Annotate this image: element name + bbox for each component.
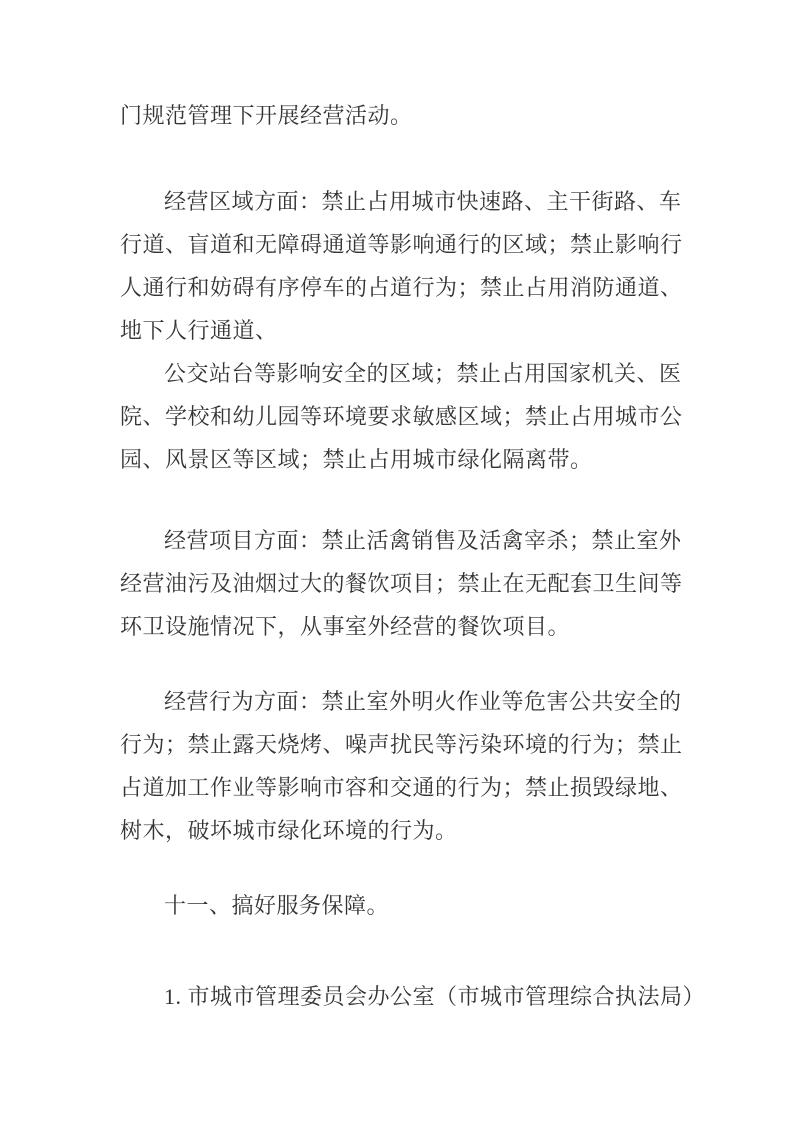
paragraph bbox=[120, 94, 695, 137]
text-line: 1. 市城市管理委员会办公室（市城市管理综合执法局） bbox=[164, 984, 706, 1009]
text-line: 经营行为方面：禁止室外明火作业等危害公共安全的 bbox=[164, 689, 682, 714]
paragraph bbox=[120, 975, 706, 1018]
text-line: 人通行和妨碍有序停车的占道行为；禁止占用消防通道、 bbox=[120, 275, 683, 300]
text-line: 经营区域方面：禁止占用城市快速路、主干街路、车 bbox=[164, 189, 682, 214]
text-line: 经营油污及油烟过大的餐饮项目；禁止在无配套卫生间等 bbox=[120, 571, 683, 596]
text-line: 环卫设施情况下，从事室外经营的餐饮项目。 bbox=[120, 614, 571, 639]
paragraph bbox=[120, 519, 695, 648]
paragraph bbox=[120, 680, 695, 852]
text-line: 园、风景区等区域；禁止占用城市绿化隔离带。 bbox=[120, 447, 593, 472]
text-line: 经营项目方面：禁止活禽销售及活禽宰杀；禁止室外 bbox=[164, 528, 682, 553]
paragraph bbox=[120, 884, 695, 927]
text-line: 行道、盲道和无障碍通道等影响通行的区域；禁止影响行 bbox=[120, 232, 683, 257]
text-line: 地下人行通道、 bbox=[120, 318, 278, 343]
text-line: 行为；禁止露天烧烤、噪声扰民等污染环境的行为；禁止 bbox=[120, 732, 683, 757]
text-line: 门规范管理下开展经营活动。 bbox=[120, 103, 413, 128]
text-line: 院、学校和幼儿园等环境要求敏感区域；禁止占用城市公 bbox=[120, 404, 683, 429]
text-line: 树木，破坏城市绿化环境的行为。 bbox=[120, 818, 458, 843]
text-line: 占道加工作业等影响市容和交通的行为；禁止损毁绿地、 bbox=[120, 775, 683, 800]
paragraph bbox=[120, 180, 695, 352]
text-line: 十一、搞好服务保障。 bbox=[164, 893, 390, 918]
text-line: 公交站台等影响安全的区域；禁止占用国家机关、医 bbox=[164, 361, 682, 386]
paragraph bbox=[120, 352, 695, 481]
